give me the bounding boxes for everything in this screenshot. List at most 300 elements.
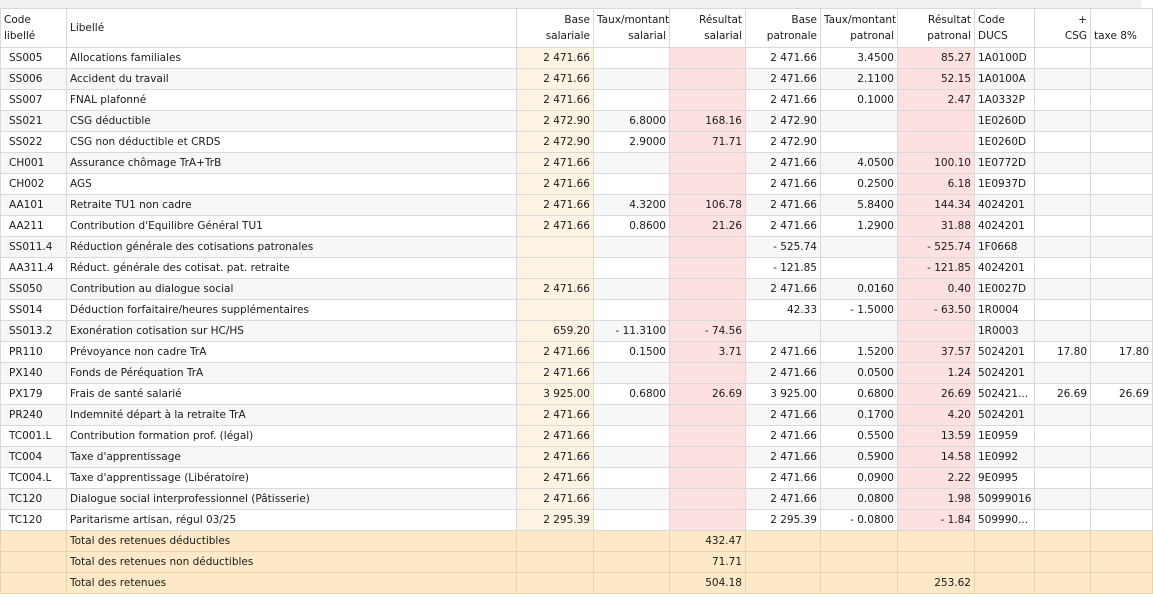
cell-base-patronale[interactable]: 2 472.90 [746, 111, 821, 132]
cell-libelle[interactable]: Exonération cotisation sur HC/HS [67, 321, 517, 342]
cell-taux-salarial[interactable] [594, 363, 670, 384]
cell-base-patronale[interactable]: 2 471.66 [746, 489, 821, 510]
cell-taux-patronal[interactable]: 0.2500 [821, 174, 898, 195]
total-empty-cell [517, 573, 594, 594]
cell-base-salariale[interactable]: 2 471.66 [517, 405, 594, 426]
cell-base-patronale[interactable]: 2 471.66 [746, 342, 821, 363]
cell-resultat-patronal[interactable]: - 63.50 [898, 300, 975, 321]
cell-code-ducs[interactable]: 1E0959 [975, 426, 1035, 447]
header-csg[interactable]: + CSG [1035, 9, 1091, 48]
cell-resultat-patronal[interactable]: 0.40 [898, 279, 975, 300]
cell-taux-salarial[interactable] [594, 489, 670, 510]
cell-taxe[interactable]: 17.80 [1091, 342, 1153, 363]
cell-taux-patronal[interactable]: - 0.0800 [821, 510, 898, 531]
table-row[interactable] [1, 111, 1153, 132]
header-code[interactable]: Code libellé [1, 9, 67, 48]
cell-csg[interactable] [1035, 237, 1091, 258]
cell-base-patronale[interactable]: 3 925.00 [746, 384, 821, 405]
table-row[interactable] [1, 447, 1153, 468]
cell-taxe[interactable] [1091, 300, 1153, 321]
cell-base-salariale[interactable]: 2 471.66 [517, 195, 594, 216]
cell-code-ducs[interactable]: 1E0992 [975, 447, 1035, 468]
cell-taux-salarial[interactable] [594, 48, 670, 69]
cell-taux-salarial[interactable] [594, 258, 670, 279]
table-row[interactable] [1, 384, 1153, 405]
cell-resultat-salarial[interactable] [670, 363, 746, 384]
cell-code-ducs[interactable]: 5024201 [975, 405, 1035, 426]
cell-resultat-salarial[interactable]: 71.71 [670, 132, 746, 153]
cell-taxe[interactable] [1091, 111, 1153, 132]
cell-code-ducs[interactable]: 1E0260D [975, 111, 1035, 132]
cell-code-ducs[interactable]: 4024201 [975, 216, 1035, 237]
total-empty-cell [594, 573, 670, 594]
cell-resultat-patronal[interactable] [898, 132, 975, 153]
cell-resultat-patronal[interactable]: 144.34 [898, 195, 975, 216]
cell-csg[interactable] [1035, 468, 1091, 489]
table-row[interactable] [1, 300, 1153, 321]
cell-code-ducs[interactable]: 1A0100D [975, 48, 1035, 69]
cell-resultat-salarial[interactable] [670, 237, 746, 258]
cell-base-patronale[interactable]: 2 471.66 [746, 447, 821, 468]
cell-resultat-salarial[interactable]: 26.69 [670, 384, 746, 405]
cell-code-ducs[interactable]: 502421... [975, 384, 1035, 405]
cell-base-salariale[interactable]: 2 471.66 [517, 48, 594, 69]
cell-base-patronale[interactable]: 2 471.66 [746, 426, 821, 447]
cell-base-salariale[interactable]: 2 471.66 [517, 69, 594, 90]
cell-taux-patronal[interactable]: 1.2900 [821, 216, 898, 237]
cell-taux-salarial[interactable]: 0.8600 [594, 216, 670, 237]
cell-resultat-patronal[interactable]: 2.22 [898, 468, 975, 489]
cell-base-salariale[interactable]: 2 471.66 [517, 216, 594, 237]
total-empty-cell [746, 573, 821, 594]
cell-code-ducs[interactable]: 50999016 [975, 489, 1035, 510]
cell-base-salariale[interactable]: 2 471.66 [517, 279, 594, 300]
cell-base-patronale[interactable]: 2 471.66 [746, 195, 821, 216]
header-taxe[interactable]: taxe 8% [1091, 9, 1153, 48]
cell-code[interactable]: SS007 [1, 90, 67, 111]
cell-resultat-salarial[interactable]: 3.71 [670, 342, 746, 363]
cell-csg[interactable] [1035, 510, 1091, 531]
cell-base-patronale[interactable]: 2 471.66 [746, 153, 821, 174]
total-empty-cell [1091, 573, 1153, 594]
cell-resultat-salarial[interactable] [670, 48, 746, 69]
cell-base-patronale[interactable]: 2 471.66 [746, 90, 821, 111]
total-label: Total des retenues non déductibles [67, 552, 517, 573]
cell-resultat-salarial[interactable] [670, 174, 746, 195]
cell-csg[interactable] [1035, 405, 1091, 426]
cell-code-ducs[interactable]: 4024201 [975, 258, 1035, 279]
cell-taux-patronal[interactable]: 0.1000 [821, 90, 898, 111]
cell-base-salariale[interactable]: 2 471.66 [517, 342, 594, 363]
cell-code[interactable]: AA311.4 [1, 258, 67, 279]
cell-taux-patronal[interactable]: 0.0160 [821, 279, 898, 300]
cell-taux-salarial[interactable] [594, 153, 670, 174]
cell-code[interactable]: TC004 [1, 447, 67, 468]
cell-resultat-patronal[interactable]: 6.18 [898, 174, 975, 195]
cell-base-salariale[interactable]: 2 471.66 [517, 174, 594, 195]
cell-resultat-patronal[interactable]: - 525.74 [898, 237, 975, 258]
total-empty-cell [1035, 531, 1091, 552]
cell-libelle[interactable]: Assurance chômage TrA+TrB [67, 153, 517, 174]
cell-base-patronale[interactable]: 2 471.66 [746, 279, 821, 300]
cell-taux-salarial[interactable]: 0.1500 [594, 342, 670, 363]
cell-resultat-salarial[interactable]: 21.26 [670, 216, 746, 237]
cell-taxe[interactable]: 26.69 [1091, 384, 1153, 405]
cell-resultat-salarial[interactable] [670, 279, 746, 300]
cell-code-ducs[interactable]: 1R0003 [975, 321, 1035, 342]
cell-taux-patronal[interactable]: 5.8400 [821, 195, 898, 216]
cell-taxe[interactable] [1091, 69, 1153, 90]
cell-resultat-salarial[interactable]: - 74.56 [670, 321, 746, 342]
total-label: Total des retenues [67, 573, 517, 594]
cell-taux-patronal[interactable] [821, 111, 898, 132]
table-row[interactable] [1, 405, 1153, 426]
total-empty-cell [1, 531, 67, 552]
cell-resultat-patronal[interactable] [898, 321, 975, 342]
header-resultat-patronal[interactable]: Résultat patronal [898, 9, 975, 48]
cell-resultat-salarial[interactable]: 168.16 [670, 111, 746, 132]
cell-resultat-salarial[interactable] [670, 153, 746, 174]
cell-resultat-patronal[interactable]: 100.10 [898, 153, 975, 174]
header-libelle[interactable]: Libellé [67, 9, 517, 48]
cell-taux-patronal[interactable]: 0.0500 [821, 363, 898, 384]
cell-base-patronale[interactable]: 2 471.66 [746, 216, 821, 237]
cell-libelle[interactable]: Réduction générale des cotisations patronales [67, 237, 517, 258]
cell-base-salariale[interactable]: 2 472.90 [517, 132, 594, 153]
cell-libelle[interactable]: Déduction forfaitaire/heures supplémentaires [67, 300, 517, 321]
cell-csg[interactable] [1035, 48, 1091, 69]
cell-base-salariale[interactable]: 2 295.39 [517, 510, 594, 531]
cell-taux-salarial[interactable] [594, 174, 670, 195]
cell-csg[interactable] [1035, 321, 1091, 342]
cell-code[interactable]: TC004.L [1, 468, 67, 489]
cell-resultat-patronal[interactable]: 37.57 [898, 342, 975, 363]
cell-libelle[interactable]: Taxe d'apprentissage [67, 447, 517, 468]
cell-resultat-patronal[interactable]: 1.98 [898, 489, 975, 510]
cell-code-ducs[interactable]: 5024201 [975, 342, 1035, 363]
total-row [1, 531, 1153, 552]
cell-libelle[interactable]: Retraite TU1 non cadre [67, 195, 517, 216]
cell-base-salariale[interactable]: 2 471.66 [517, 426, 594, 447]
cell-resultat-salarial[interactable] [670, 510, 746, 531]
total-empty-cell [821, 531, 898, 552]
total-empty-cell [594, 552, 670, 573]
cell-resultat-patronal[interactable]: 1.24 [898, 363, 975, 384]
cell-csg[interactable] [1035, 258, 1091, 279]
cell-libelle[interactable]: FNAL plafonné [67, 90, 517, 111]
cell-taux-patronal[interactable]: 0.1700 [821, 405, 898, 426]
table-row[interactable] [1, 48, 1153, 69]
cell-resultat-patronal[interactable]: 85.27 [898, 48, 975, 69]
cell-taxe[interactable] [1091, 405, 1153, 426]
cell-resultat-salarial[interactable] [670, 489, 746, 510]
table-row[interactable] [1, 195, 1153, 216]
cell-resultat-patronal[interactable]: 31.88 [898, 216, 975, 237]
cell-base-salariale[interactable]: 2 471.66 [517, 153, 594, 174]
cell-code-ducs[interactable]: 1A0332P [975, 90, 1035, 111]
cell-taux-patronal[interactable]: - 1.5000 [821, 300, 898, 321]
table-row[interactable] [1, 510, 1153, 531]
cell-base-salariale[interactable]: 2 471.66 [517, 468, 594, 489]
header-taux-salarial[interactable]: Taux/montant salarial [594, 9, 670, 48]
cell-resultat-patronal[interactable]: 2.47 [898, 90, 975, 111]
cell-taxe[interactable] [1091, 468, 1153, 489]
cell-csg[interactable] [1035, 195, 1091, 216]
cell-code[interactable]: SS014 [1, 300, 67, 321]
cell-base-salariale[interactable]: 659.20 [517, 321, 594, 342]
cell-code[interactable]: AA211 [1, 216, 67, 237]
cell-code[interactable]: SS050 [1, 279, 67, 300]
cell-base-patronale[interactable]: 2 472.90 [746, 132, 821, 153]
cell-taux-patronal[interactable]: 2.1100 [821, 69, 898, 90]
cell-taux-patronal[interactable]: 1.5200 [821, 342, 898, 363]
cell-libelle[interactable]: Paritarisme artisan, régul 03/25 [67, 510, 517, 531]
cell-taux-patronal[interactable] [821, 132, 898, 153]
cell-code-ducs[interactable]: 4024201 [975, 195, 1035, 216]
cell-resultat-patronal[interactable]: 13.59 [898, 426, 975, 447]
cell-resultat-patronal[interactable]: 52.15 [898, 69, 975, 90]
cell-taux-patronal[interactable]: 0.5500 [821, 426, 898, 447]
cell-libelle[interactable]: Contribution au dialogue social [67, 279, 517, 300]
cell-base-salariale[interactable]: 2 472.90 [517, 111, 594, 132]
cell-resultat-salarial[interactable] [670, 447, 746, 468]
cell-resultat-salarial[interactable] [670, 69, 746, 90]
cell-csg[interactable] [1035, 216, 1091, 237]
cell-taxe[interactable] [1091, 48, 1153, 69]
table-row[interactable] [1, 237, 1153, 258]
cell-libelle[interactable]: Frais de santé salarié [67, 384, 517, 405]
cell-base-salariale[interactable]: 2 471.66 [517, 489, 594, 510]
cell-code-ducs[interactable]: 1R0004 [975, 300, 1035, 321]
cell-resultat-patronal[interactable] [898, 111, 975, 132]
cell-base-salariale[interactable]: 2 471.66 [517, 447, 594, 468]
cell-taux-patronal[interactable]: 0.0800 [821, 489, 898, 510]
table-row[interactable] [1, 279, 1153, 300]
cell-resultat-salarial[interactable]: 106.78 [670, 195, 746, 216]
cell-libelle[interactable]: Contribution formation prof. (légal) [67, 426, 517, 447]
table-row[interactable] [1, 153, 1153, 174]
cell-libelle[interactable]: Réduct. générale des cotisat. pat. retraite [67, 258, 517, 279]
cell-taxe[interactable] [1091, 153, 1153, 174]
cell-base-salariale[interactable]: 2 471.66 [517, 90, 594, 111]
cell-csg[interactable] [1035, 489, 1091, 510]
cell-code[interactable]: PR240 [1, 405, 67, 426]
cell-code-ducs[interactable]: 1E0027D [975, 279, 1035, 300]
cell-libelle[interactable]: Fonds de Péréquation TrA [67, 363, 517, 384]
cell-resultat-salarial[interactable] [670, 300, 746, 321]
table-row[interactable] [1, 342, 1153, 363]
cell-libelle[interactable]: Accident du travail [67, 69, 517, 90]
cell-resultat-patronal[interactable]: 26.69 [898, 384, 975, 405]
total-patronal: 253.62 [898, 573, 975, 594]
header-taux-patronal[interactable]: Taux/montant patronal [821, 9, 898, 48]
table-row[interactable] [1, 174, 1153, 195]
cell-resultat-salarial[interactable] [670, 426, 746, 447]
cell-base-salariale[interactable] [517, 237, 594, 258]
cell-taux-patronal[interactable] [821, 237, 898, 258]
cell-base-salariale[interactable]: 2 471.66 [517, 363, 594, 384]
cell-code[interactable]: PX140 [1, 363, 67, 384]
cell-base-patronale[interactable]: 2 295.39 [746, 510, 821, 531]
cell-csg[interactable] [1035, 69, 1091, 90]
cell-taux-salarial[interactable] [594, 468, 670, 489]
cell-taxe[interactable] [1091, 321, 1153, 342]
cell-csg[interactable] [1035, 174, 1091, 195]
cell-taux-salarial[interactable]: - 11.3100 [594, 321, 670, 342]
cell-code[interactable]: CH001 [1, 153, 67, 174]
cell-base-patronale[interactable]: - 525.74 [746, 237, 821, 258]
cell-taux-patronal[interactable]: 0.6800 [821, 384, 898, 405]
cell-code[interactable]: TC120 [1, 489, 67, 510]
cell-csg[interactable] [1035, 111, 1091, 132]
cell-resultat-patronal[interactable]: - 1.84 [898, 510, 975, 531]
cell-code[interactable]: SS021 [1, 111, 67, 132]
table-row[interactable] [1, 489, 1153, 510]
cell-code-ducs[interactable]: 1E0937D [975, 174, 1035, 195]
cell-taux-salarial[interactable]: 0.6800 [594, 384, 670, 405]
cell-resultat-salarial[interactable] [670, 90, 746, 111]
cell-base-patronale[interactable]: 2 471.66 [746, 405, 821, 426]
cell-csg[interactable] [1035, 300, 1091, 321]
cell-code[interactable]: SS022 [1, 132, 67, 153]
cell-taxe[interactable] [1091, 510, 1153, 531]
cell-libelle[interactable]: AGS [67, 174, 517, 195]
cell-code[interactable]: SS011.4 [1, 237, 67, 258]
cell-code-ducs[interactable]: 1E0772D [975, 153, 1035, 174]
cell-taux-salarial[interactable]: 2.9000 [594, 132, 670, 153]
cell-csg[interactable] [1035, 90, 1091, 111]
cell-libelle[interactable]: Dialogue social interprofessionnel (Pâtisserie) [67, 489, 517, 510]
cell-resultat-salarial[interactable] [670, 405, 746, 426]
cell-base-patronale[interactable]: 2 471.66 [746, 69, 821, 90]
cell-code-ducs[interactable]: 1F0668 [975, 237, 1035, 258]
cell-taux-salarial[interactable] [594, 90, 670, 111]
cell-csg[interactable] [1035, 447, 1091, 468]
cell-taxe[interactable] [1091, 132, 1153, 153]
cell-csg[interactable] [1035, 153, 1091, 174]
cell-taxe[interactable] [1091, 426, 1153, 447]
table-row[interactable] [1, 426, 1153, 447]
cell-base-salariale[interactable] [517, 258, 594, 279]
cell-libelle[interactable]: Taxe d'apprentissage (Libératoire) [67, 468, 517, 489]
cell-base-patronale[interactable]: 2 471.66 [746, 363, 821, 384]
cell-base-patronale[interactable]: 2 471.66 [746, 468, 821, 489]
cell-taxe[interactable] [1091, 237, 1153, 258]
cell-resultat-patronal[interactable]: 14.58 [898, 447, 975, 468]
cell-taxe[interactable] [1091, 489, 1153, 510]
cell-taux-salarial[interactable] [594, 69, 670, 90]
cell-taux-salarial[interactable] [594, 405, 670, 426]
cell-taux-salarial[interactable] [594, 447, 670, 468]
cell-code[interactable]: TC120 [1, 510, 67, 531]
cell-taux-patronal[interactable]: 3.4500 [821, 48, 898, 69]
cell-csg[interactable]: 17.80 [1035, 342, 1091, 363]
cell-code[interactable]: PR110 [1, 342, 67, 363]
cell-taux-salarial[interactable]: 4.3200 [594, 195, 670, 216]
cell-libelle[interactable]: CSG non déductible et CRDS [67, 132, 517, 153]
cell-taux-salarial[interactable] [594, 426, 670, 447]
table-row[interactable] [1, 90, 1153, 111]
cell-taxe[interactable] [1091, 279, 1153, 300]
cell-code[interactable]: AA101 [1, 195, 67, 216]
header-base-patronale[interactable]: Base patronale [746, 9, 821, 48]
table-row[interactable] [1, 216, 1153, 237]
cell-taux-patronal[interactable]: 0.0900 [821, 468, 898, 489]
cell-csg[interactable] [1035, 279, 1091, 300]
cell-taxe[interactable] [1091, 90, 1153, 111]
cell-taux-patronal[interactable]: 0.5900 [821, 447, 898, 468]
cell-csg[interactable] [1035, 426, 1091, 447]
cell-csg[interactable] [1035, 132, 1091, 153]
cell-taux-salarial[interactable]: 6.8000 [594, 111, 670, 132]
cell-base-patronale[interactable]: - 121.85 [746, 258, 821, 279]
cell-libelle[interactable]: CSG déductible [67, 111, 517, 132]
cell-taxe[interactable] [1091, 174, 1153, 195]
cell-code-ducs[interactable]: 1E0260D [975, 132, 1035, 153]
cell-code-ducs[interactable]: 5024201 [975, 363, 1035, 384]
cell-base-patronale[interactable]: 2 471.66 [746, 174, 821, 195]
cell-libelle[interactable]: Indemnité départ à la retraite TrA [67, 405, 517, 426]
cell-csg[interactable] [1035, 363, 1091, 384]
cell-taxe[interactable] [1091, 195, 1153, 216]
cell-taux-patronal[interactable] [821, 258, 898, 279]
cell-taxe[interactable] [1091, 363, 1153, 384]
cell-taxe[interactable] [1091, 258, 1153, 279]
header-base-salariale[interactable]: Base salariale [517, 9, 594, 48]
cell-libelle[interactable]: Allocations familiales [67, 48, 517, 69]
cell-code[interactable]: TC001.L [1, 426, 67, 447]
cell-code-ducs[interactable]: 1A0100A [975, 69, 1035, 90]
cell-base-patronale[interactable]: 2 471.66 [746, 48, 821, 69]
table-row[interactable] [1, 132, 1153, 153]
cell-code[interactable]: SS006 [1, 69, 67, 90]
cell-taxe[interactable] [1091, 216, 1153, 237]
cell-taux-salarial[interactable] [594, 300, 670, 321]
cell-resultat-salarial[interactable] [670, 468, 746, 489]
cell-code-ducs[interactable]: 9E0995 [975, 468, 1035, 489]
cell-libelle[interactable]: Prévoyance non cadre TrA [67, 342, 517, 363]
cell-taux-salarial[interactable] [594, 510, 670, 531]
cell-base-patronale[interactable] [746, 321, 821, 342]
table-row[interactable] [1, 363, 1153, 384]
cell-base-salariale[interactable] [517, 300, 594, 321]
cell-taxe[interactable] [1091, 447, 1153, 468]
cell-code[interactable]: SS005 [1, 48, 67, 69]
cell-base-salariale[interactable]: 3 925.00 [517, 384, 594, 405]
cell-code[interactable]: SS013.2 [1, 321, 67, 342]
table-row[interactable] [1, 258, 1153, 279]
cell-taux-salarial[interactable] [594, 237, 670, 258]
cell-code-ducs[interactable]: 509990... [975, 510, 1035, 531]
table-row[interactable] [1, 69, 1153, 90]
table-row[interactable] [1, 468, 1153, 489]
cell-resultat-salarial[interactable] [670, 258, 746, 279]
header-code-ducs[interactable]: Code DUCS [975, 9, 1035, 48]
header-row [1, 9, 1153, 48]
header-resultat-salarial[interactable]: Résultat salarial [670, 9, 746, 48]
cell-base-patronale[interactable]: 42.33 [746, 300, 821, 321]
cell-taux-patronal[interactable] [821, 321, 898, 342]
cell-libelle[interactable]: Contribution d'Equilibre Général TU1 [67, 216, 517, 237]
cell-resultat-patronal[interactable]: - 121.85 [898, 258, 975, 279]
cell-code[interactable]: PX179 [1, 384, 67, 405]
cell-csg[interactable]: 26.69 [1035, 384, 1091, 405]
cell-resultat-patronal[interactable]: 4.20 [898, 405, 975, 426]
table-row[interactable] [1, 321, 1153, 342]
cell-code[interactable]: CH002 [1, 174, 67, 195]
cell-taux-patronal[interactable]: 4.0500 [821, 153, 898, 174]
cell-taux-salarial[interactable] [594, 279, 670, 300]
